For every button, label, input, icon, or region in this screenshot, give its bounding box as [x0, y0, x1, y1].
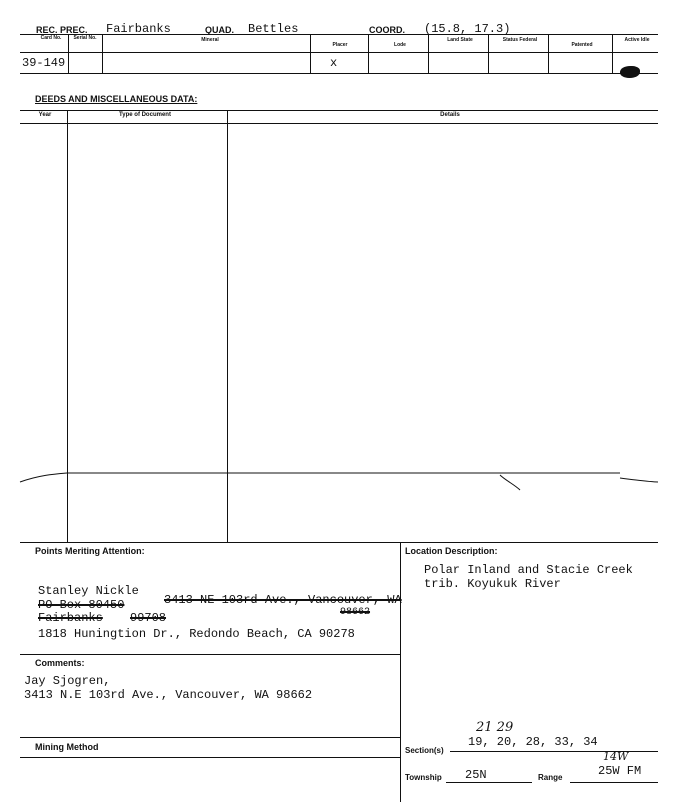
- scan-crease: [0, 460, 678, 500]
- sections-value: 19, 20, 28, 33, 34: [468, 735, 598, 749]
- col-placer: Placer: [332, 42, 348, 48]
- col-sep: [612, 34, 613, 73]
- comments-line1: Jay Sjogren,: [24, 674, 111, 688]
- col-land-state: Land State: [447, 37, 473, 43]
- deeds-title: DEEDS AND MISCELLANEOUS DATA:: [35, 94, 198, 104]
- points-old-zip2: 98662: [340, 607, 371, 618]
- placer-mark: x: [330, 56, 338, 70]
- coord-label: COORD.: [369, 25, 405, 35]
- range-handwritten: 14W: [603, 750, 629, 763]
- col-sep: [310, 34, 311, 73]
- col-sep: [102, 34, 103, 73]
- points-old-zip: 99708: [130, 611, 167, 625]
- location-label: Location Description:: [405, 546, 498, 556]
- township-label: Township: [405, 773, 442, 782]
- comments-top-rule: [20, 654, 400, 655]
- points-new-address: 1818 Huningtion Dr., Redondo Beach, CA 90278: [38, 627, 355, 641]
- bottom-top-rule: [20, 542, 658, 543]
- col-sep: [368, 34, 369, 73]
- col-sep: [548, 34, 549, 73]
- township-value: 25N: [465, 768, 487, 782]
- sections-handwritten: 21 29: [476, 720, 514, 735]
- range-label: Range: [538, 773, 563, 782]
- deeds-top-rule: [20, 110, 658, 111]
- rec-prec-label: REC. PREC.: [36, 25, 88, 35]
- points-name: Stanley Nickle: [38, 584, 139, 598]
- rec-prec-value: Fairbanks: [106, 22, 171, 36]
- col-patented: Patented: [571, 42, 593, 48]
- location-line2: trib. Koyukuk River: [424, 577, 561, 591]
- range-value: 25W FM: [598, 764, 642, 778]
- col-serial-no: Serial No.: [73, 35, 97, 41]
- points-label: Points Meriting Attention:: [35, 546, 145, 556]
- coord-value: (15.8, 17.3): [424, 22, 511, 36]
- comments-label: Comments:: [35, 658, 85, 668]
- location-line1: Polar Inland and Stacie Creek: [424, 563, 633, 577]
- bottom-center-divider: [400, 542, 401, 802]
- deeds-col-details: Details: [440, 112, 460, 118]
- points-old-city: Fairbanks: [38, 611, 103, 625]
- col-sep: [488, 34, 489, 73]
- deeds-col-year: Year: [38, 112, 52, 118]
- col-mineral: Mineral: [201, 37, 219, 43]
- mining-bottom-rule: [20, 757, 400, 758]
- deeds-header-rule: [20, 123, 658, 124]
- quad-label: QUAD.: [205, 25, 234, 35]
- card-no-value: 39-149: [22, 56, 66, 70]
- points-old-box: PO Box 80450: [38, 598, 125, 612]
- points-old-street2: 3413 NE 103rd Ave., Vancouver, WA: [164, 593, 402, 607]
- quad-value: Bettles: [248, 22, 299, 36]
- col-sep: [428, 34, 429, 73]
- column-header-rule: [20, 52, 658, 53]
- col-active-idle: Active Idle: [624, 37, 650, 43]
- comments-line2: 3413 N.E 103rd Ave., Vancouver, WA 98662: [24, 688, 313, 702]
- header-rule: [20, 34, 658, 35]
- col-card-no: Card No.: [40, 35, 62, 41]
- record-row-rule: [20, 73, 658, 74]
- col-sep: [68, 34, 69, 73]
- township-rule: [446, 782, 532, 783]
- ink-blot: [620, 66, 640, 78]
- range-rule: [570, 782, 658, 783]
- deeds-col-type: Type of Document: [119, 112, 171, 118]
- mining-top-rule: [20, 737, 400, 738]
- mining-method-label: Mining Method: [35, 742, 99, 752]
- col-lode: Lode: [394, 42, 406, 48]
- col-status-federal: Status Federal: [502, 37, 538, 43]
- sections-label: Section(s): [405, 746, 444, 755]
